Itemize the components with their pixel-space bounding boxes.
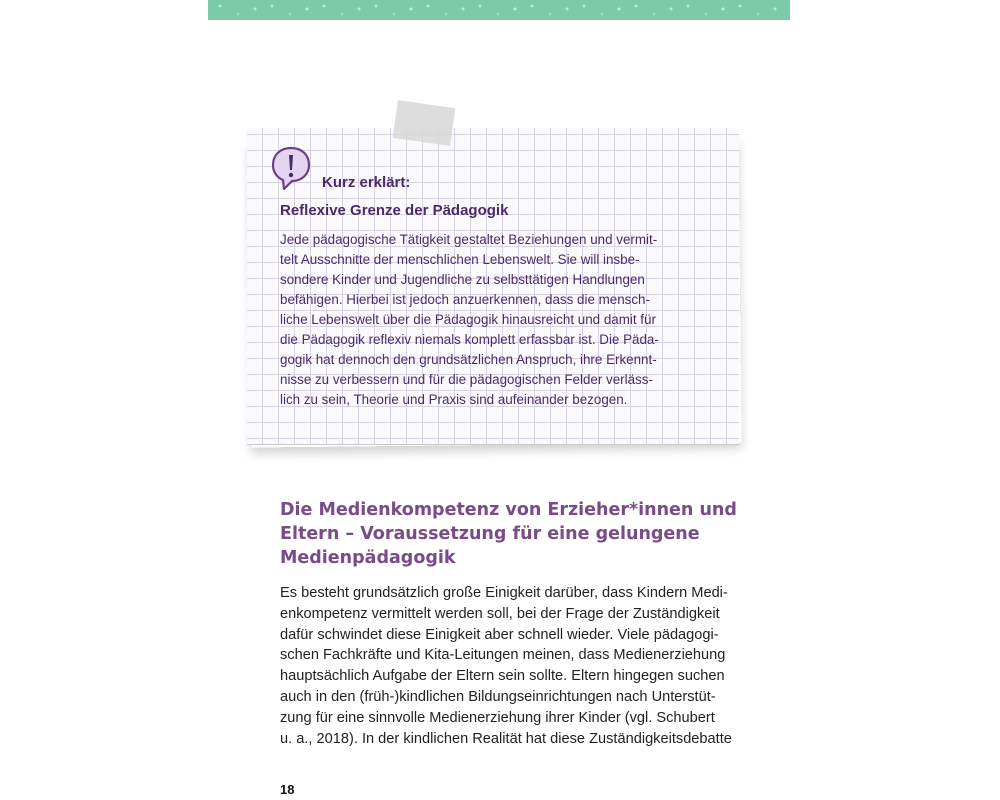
note-line: liche Lebenswelt über die Pädagogik hinausreicht und damit für xyxy=(280,312,656,327)
body-line: auch in den (früh-)kindlichen Bildungseinrichtungen nach Unterstüt- xyxy=(280,688,716,705)
page-number: 18 xyxy=(280,782,295,797)
note-heading: Reflexive Grenze der Pädagogik xyxy=(280,202,509,219)
section-heading xyxy=(280,498,740,570)
section-heading-line: Die Medienkompetenz von Erzieher*innen und xyxy=(280,500,737,520)
note-line: lich zu sein, Theorie und Praxis sind aufeinander bezogen. xyxy=(280,392,628,407)
section-heading-line: Eltern – Voraussetzung für eine gelungene xyxy=(280,524,700,544)
body-line: schen Fachkräfte und Kita-Leitungen meinen, dass Medienerziehung xyxy=(280,647,726,664)
note-line: befähigen. Hierbei ist jedoch anzuerkennen, dass die mensch- xyxy=(280,292,650,307)
note-line: telt Ausschnitte der menschlichen Lebenswelt. Sie will insbe- xyxy=(280,252,640,267)
body-line: hauptsächlich Aufgabe der Eltern sein sollte. Eltern hingegen suchen xyxy=(280,668,725,685)
body-line: u. a., 2018). In der kindlichen Realität hat diese Zuständigkeitsdebatte xyxy=(280,730,732,747)
body-paragraph xyxy=(280,583,732,749)
note-label: Kurz erklärt: xyxy=(322,174,411,191)
section-heading-line: Medienpädagogik xyxy=(280,548,456,568)
body-line: enkompetenz vermittelt werden soll, bei der Frage der Zuständigkeit xyxy=(280,605,720,622)
note-line: nisse zu verbessern und für die pädagogischen Felder verläss- xyxy=(280,372,653,387)
exclamation-speech-bubble-icon xyxy=(270,145,312,191)
body-line: dafür schwindet diese Einigkeit aber schnell wieder. Viele pädagogi- xyxy=(280,626,719,643)
body-line: Es besteht grundsätzlich große Einigkeit darüber, dass Kindern Medi- xyxy=(280,585,728,601)
decorative-top-band xyxy=(208,0,790,20)
note-line: die Pädagogik reflexiv niemals komplett erfassbar ist. Die Päda- xyxy=(280,332,659,347)
note-body xyxy=(280,230,680,410)
note-line: sondere Kinder und Jugendliche zu selbsttätigen Handlungen xyxy=(280,272,645,287)
adhesive-tape xyxy=(393,100,456,146)
body-line: zung für eine sinnvolle Medienerziehung ihrer Kinder (vgl. Schubert xyxy=(280,709,715,726)
note-line: gogik hat dennoch den grundsätzlichen Anspruch, ihre Erkennt- xyxy=(280,352,657,367)
note-line: Jede pädagogische Tätigkeit gestaltet Beziehungen und vermit- xyxy=(280,232,658,247)
